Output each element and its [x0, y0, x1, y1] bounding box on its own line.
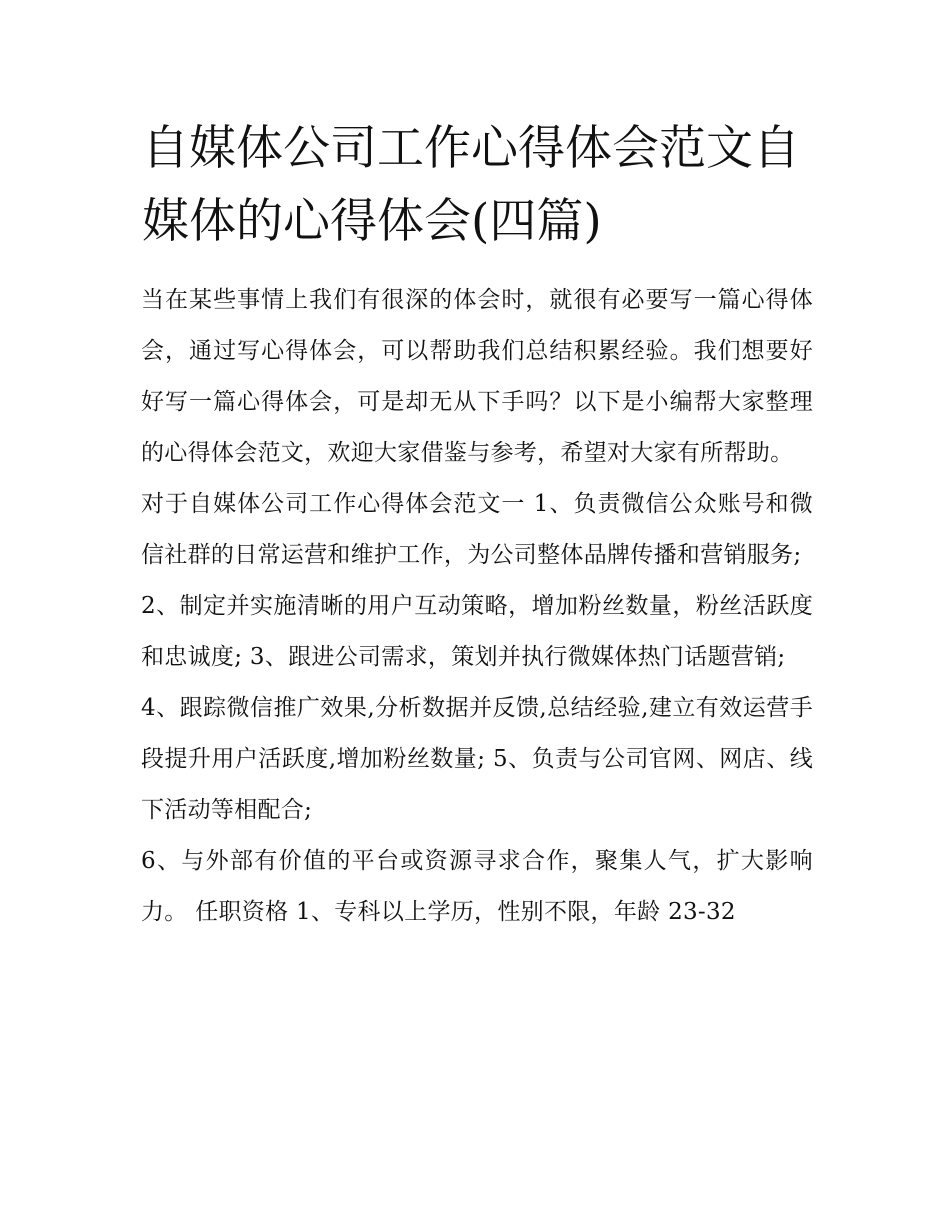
document-title: 自媒体公司工作心得体会范文自媒体的心得体会(四篇): [142, 121, 800, 249]
paragraph-duty-6-qualifications: 6、与外部有价值的平台或资源寻求合作，聚集人气，扩大影响力。 任职资格 1、专科以上学历，性别不限，年龄 23-32: [141, 848, 813, 925]
paragraph-duty-1: 对于自媒体公司工作心得体会范文一 1、负责微信公众账号和微信社群的日常运营和维护工作，为公司整体品牌传播和营销服务;: [141, 491, 813, 568]
paragraph-duty-2-3: 2、制定并实施清晰的用户互动策略，增加粉丝数量，粉丝活跃度和忠诚度; 3、跟进公司需求，策划并执行微媒体热门话题营销;: [141, 593, 813, 670]
document-body: [141, 275, 813, 938]
paragraph-intro: 当在某些事情上我们有很深的体会时，就很有必要写一篇心得体会，通过写心得体会，可以帮助我们总结积累经验。我们想要好好写一篇心得体会，可是却无从下手吗？以下是小编帮大家整理的心得体会范文，欢迎大家借鉴与参考，希望对大家有所帮助。: [141, 287, 813, 466]
paragraph-duty-4-5: 4、跟踪微信推广效果,分析数据并反馈,总结经验,建立有效运营手段提升用户活跃度,增加粉丝数量; 5、负责与公司官网、网店、线下活动等相配合;: [141, 695, 813, 823]
